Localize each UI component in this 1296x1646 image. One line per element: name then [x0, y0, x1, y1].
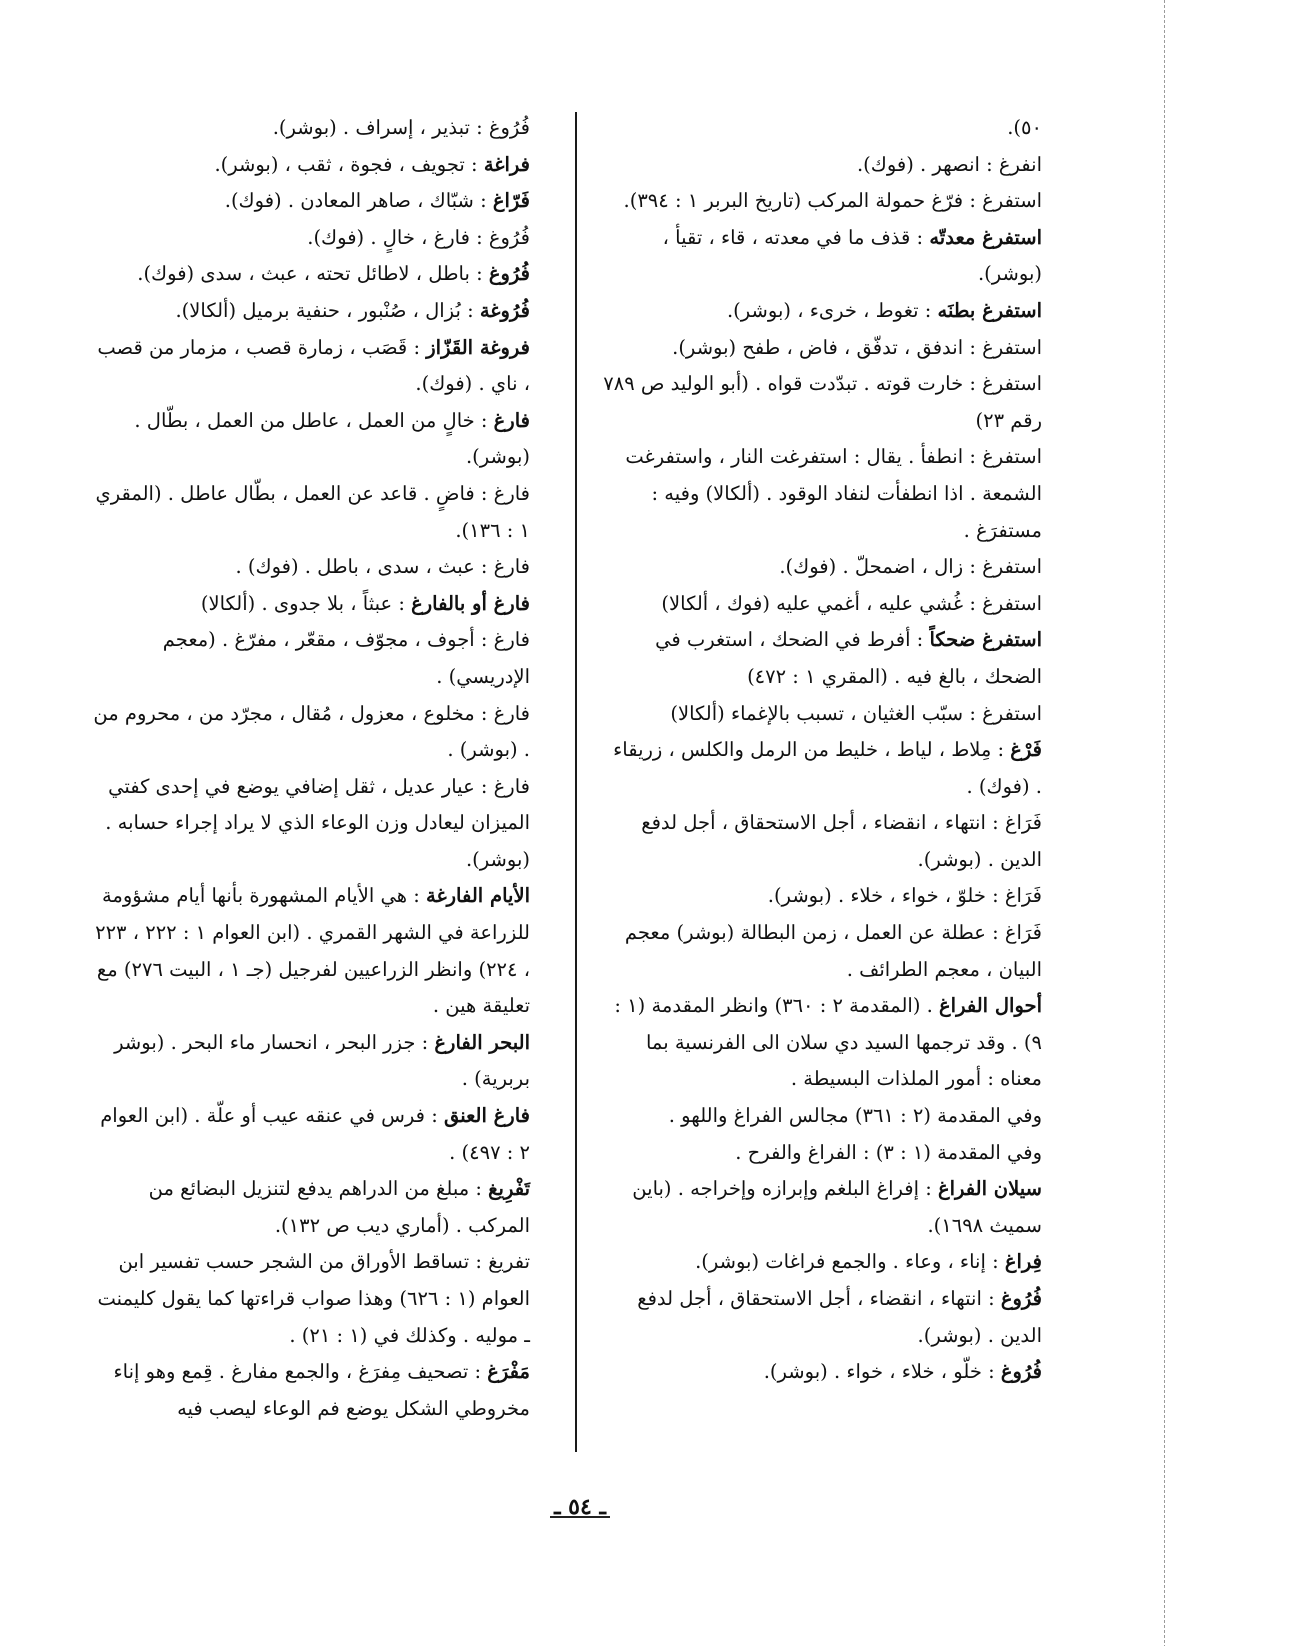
- entry-definition: : باطل ، لاطائل تحته ، عبث ، سدى (فوك).: [137, 262, 489, 286]
- entry-headword: البحر الفارغ: [434, 1030, 530, 1054]
- dictionary-entry: [602, 1281, 1042, 1354]
- entry-definition: تفريغ : تساقط الأوراق من الشجر حسب تفسير ابن العوام (١ : ٦٢٦) وهذا صواب قراءتها كما يقول كليمنت ـ موليه . وكذلك في (١ : ٢١) .: [97, 1250, 530, 1347]
- dictionary-entry: [602, 366, 1042, 439]
- entry-definition: فارغ : فاضٍ . قاعد عن العمل ، بطّال عاطل . (المقري ١ : ١٣٦).: [95, 481, 530, 542]
- entry-headword: فُرُوغ: [488, 262, 530, 286]
- entry-definition: : شبّاك ، صاهر المعادن . (فوك).: [224, 189, 493, 213]
- dictionary-entry: [602, 220, 1042, 293]
- column-divider: [575, 112, 577, 1452]
- entry-headword: أحوال الفراغ: [939, 994, 1042, 1018]
- entry-definition: : بُزال ، صُنْبور ، حنفية برميل (ألكالا).: [175, 298, 480, 322]
- dictionary-entry: [602, 1244, 1042, 1281]
- entry-definition: . (المقدمة ٢ : ٣٦٠) وانظر المقدمة (١ : ٩) . وقد ترجمها السيد دي سلان الى الفرنسية بما معناه : أمور الملذات البسيطة .: [614, 994, 1042, 1091]
- entry-headword: الأيام الفارغة: [425, 884, 530, 908]
- entry-definition: استفرغ : اندفق ، تدفّق ، فاض ، طفح (بوشر).: [672, 335, 1042, 359]
- dictionary-entry: [90, 1354, 530, 1427]
- entry-definition: : قَصَب ، زمارة قصب ، مزمار من قصب ، ناي . (فوك).: [97, 335, 530, 396]
- dictionary-entry: [90, 330, 530, 403]
- entry-definition: : تجويف ، فجوة ، ثقب ، (بوشر).: [214, 152, 484, 176]
- dictionary-entry: [90, 256, 530, 293]
- dictionary-entry: [90, 549, 530, 586]
- dictionary-entry: [602, 330, 1042, 367]
- dictionary-entry: [90, 586, 530, 623]
- entry-definition: انفرغ : انصهر . (فوك).: [856, 152, 1042, 176]
- entry-definition: استفرغ : خارت قوته . تبدّدت قواه . (أبو الوليد ص ٧٨٩ رقم ٢٣): [603, 372, 1042, 432]
- entry-definition: : خالٍ من العمل ، عاطل من العمل ، بطّال . (بوشر).: [134, 408, 530, 469]
- binding-line: [1164, 0, 1165, 1646]
- dictionary-entry: [602, 183, 1042, 220]
- dictionary-entry: [90, 769, 530, 879]
- entry-definition: : فرس في عنقه عيب أو علّة . (ابن العوام ٢ : ٤٩٧) .: [100, 1104, 530, 1164]
- entry-definition: وفي المقدمة (٢ : ٣٦١) مجالس الفراغ واللهو .: [668, 1104, 1042, 1128]
- right-column: [602, 110, 1042, 1391]
- dictionary-entry: [90, 147, 530, 184]
- dictionary-entry: [602, 696, 1042, 733]
- entry-headword: استفرغ معدتّه: [929, 225, 1042, 249]
- dictionary-entry: [90, 1025, 530, 1098]
- entry-definition: استفرغ : زال ، اضمحلّ . (فوك).: [779, 555, 1042, 579]
- dictionary-entry: [602, 549, 1042, 586]
- entry-definition: فارغ : مخلوع ، معزول ، مُقال ، مجرّد من ، محروم من . (بوشر) .: [93, 701, 530, 762]
- entry-definition: : تصحيف مِفرَغ ، والجمع مفارغ . قِمع وهو إناء مخروطي الشكل يوضع فم الوعاء ليصب فيه: [113, 1360, 530, 1420]
- entry-definition: فَرَاغ : عطلة عن العمل ، زمن البطالة (بوشر) معجم البيان ، معجم الطرائف .: [624, 921, 1042, 981]
- dictionary-entry: [602, 1171, 1042, 1244]
- dictionary-entry: [90, 110, 530, 147]
- entry-headword: سيلان الفراغ: [937, 1177, 1042, 1201]
- dictionary-entry: [602, 988, 1042, 1098]
- entry-definition: : هي الأيام المشهورة بأنها أيام مشؤومة للزراعة في الشهر القمري . (ابن العوام ١ : ٢٢٢ ، ٢٢٣ ، ٢٢٤) وانظر الزراعيين لفرجيل (جـ ١ ، البيت ٢٧٦) مع تعليقة هين .: [95, 884, 530, 1018]
- dictionary-entry: [602, 622, 1042, 695]
- entry-definition: : إناء ، وعاء . والجمع فراغات (بوشر).: [695, 1250, 1005, 1274]
- dictionary-entry: [602, 1354, 1042, 1391]
- dictionary-entry: [90, 220, 530, 257]
- dictionary-entry: [90, 1171, 530, 1244]
- dictionary-entry: [602, 1135, 1042, 1172]
- dictionary-entry: [602, 293, 1042, 330]
- entry-headword: تَفْرِيغ: [488, 1177, 530, 1201]
- entry-definition: فَرَاغ : خلوّ ، خواء ، خلاء . (بوشر).: [767, 884, 1042, 908]
- entry-headword: فُرُوغة: [479, 298, 530, 322]
- dictionary-entry: [90, 622, 530, 695]
- entry-definition: استفرغ : فرّغ حمولة المركب (تاريخ البربر ١ : ٣٩٤).: [623, 189, 1042, 213]
- dictionary-entry: [602, 878, 1042, 915]
- entry-definition: فُرُوغ : فارغ ، خالٍ . (فوك).: [307, 225, 530, 249]
- entry-headword: استفرغ بطنَه: [937, 298, 1042, 322]
- dictionary-entry: [90, 696, 530, 769]
- entry-definition: : أفرط في الضحك ، استغرب في الضحك ، بالغ فيه . (المقري ١ : ٤٧٢): [655, 628, 1042, 688]
- dictionary-entry: [90, 476, 530, 549]
- entry-headword: استفرغ ضحكاً: [929, 628, 1042, 652]
- entry-definition: : خلّو ، خلاء ، خواء . (بوشر).: [763, 1360, 1001, 1384]
- entry-definition: : عبثاً ، بلا جدوى . (ألكالا): [200, 591, 412, 615]
- dictionary-entry: [90, 1098, 530, 1171]
- entry-definition: استفرغ : غُشي عليه ، أغمي عليه (فوك ، ألكالا): [661, 591, 1042, 615]
- entry-headword: فُرُوغ: [1000, 1287, 1042, 1310]
- page-number: ـ ٥٤ ـ: [520, 1494, 640, 1520]
- dictionary-entry: [90, 403, 530, 476]
- entry-headword: فارغ العنق: [443, 1104, 530, 1128]
- entry-headword: فروغة القَزّاز: [426, 335, 530, 359]
- dictionary-entry: [602, 732, 1042, 805]
- dictionary-entry: [602, 586, 1042, 623]
- dictionary-entry: [602, 805, 1042, 878]
- dictionary-entry: [602, 147, 1042, 184]
- entry-definition: استفرغ : سبّب الغثيان ، تسبب بالإغماء (ألكالا): [670, 701, 1042, 725]
- dictionary-entry: [602, 439, 1042, 549]
- entry-definition: : جزر البحر ، انحسار ماء البحر . (بوشر بربرية) .: [114, 1030, 530, 1091]
- entry-definition: فارغ : أجوف ، مجوّف ، مقعّر ، مفرّغ . (معجم الإدريسي) .: [162, 628, 530, 688]
- dictionary-entry: [602, 110, 1042, 147]
- dictionary-entry: [90, 183, 530, 220]
- entry-definition: : قذف ما في معدته ، قاء ، تقيأ ، (بوشر).: [662, 225, 1042, 286]
- entry-headword: فراغة: [483, 152, 530, 176]
- dictionary-entry: [90, 293, 530, 330]
- entry-headword: فِراغ: [1004, 1250, 1042, 1274]
- entry-headword: مَفْرَغ: [487, 1360, 530, 1384]
- entry-headword: فارغ أو بالفارغ: [411, 591, 530, 615]
- entry-headword: فُرُوغ: [1000, 1360, 1042, 1384]
- entry-definition: استفرغ : انطفأ . يقال : استفرغت النار ، واستفرغت الشمعة . اذا انطفأت لنفاد الوقود . (ألكالا) وفيه : مستفرَغ .: [625, 445, 1042, 542]
- entry-headword: فارغ: [493, 408, 530, 432]
- entry-definition: فارغ : عبث ، سدى ، باطل . (فوك) .: [235, 555, 530, 579]
- entry-definition: : مبلغ من الدراهم يدفع لتنزيل البضائع من المركب . (أماري ديب ص ١٣٢).: [148, 1177, 530, 1237]
- entry-definition: : انتهاء ، انقضاء ، أجل الاستحقاق ، أجل لدفع الدين . (بوشر).: [637, 1287, 1042, 1347]
- dictionary-entry: [602, 1098, 1042, 1135]
- entry-definition: فارغ : عيار عديل ، ثقل إضافي يوضع في إحدى كفتي الميزان ليعادل وزن الوعاء الذي لا يراد إجراء حسابه . (بوشر).: [105, 774, 530, 871]
- entry-definition: : تغوط ، خرىء ، (بوشر).: [726, 298, 938, 322]
- dictionary-entry: [90, 1244, 530, 1354]
- entry-definition: فَرَاغ : انتهاء ، انقضاء ، أجل الاستحقاق ، أجل لدفع الدين . (بوشر).: [641, 811, 1042, 871]
- entry-definition: فُرُوغ : تبذير ، إسراف . (بوشر).: [272, 116, 530, 139]
- entry-headword: فَرّاغ: [492, 189, 530, 213]
- entry-definition: وفي المقدمة (١ : ٣) : الفراغ والفرح .: [735, 1140, 1042, 1164]
- entry-definition: ٥٠).: [1007, 116, 1042, 139]
- dictionary-entry: [602, 915, 1042, 988]
- entry-definition: : مِلاط ، لياط ، خليط من الرمل والكلس ، زريقاء . (فوك) .: [613, 738, 1042, 798]
- entry-definition: : إفراغ البلغم وإبرازه وإخراجه . (باين سميث ١٦٩٨).: [632, 1177, 1042, 1237]
- dictionary-entry: [90, 878, 530, 1024]
- entry-headword: فَرْغ: [1010, 738, 1042, 762]
- left-column: [90, 110, 530, 1427]
